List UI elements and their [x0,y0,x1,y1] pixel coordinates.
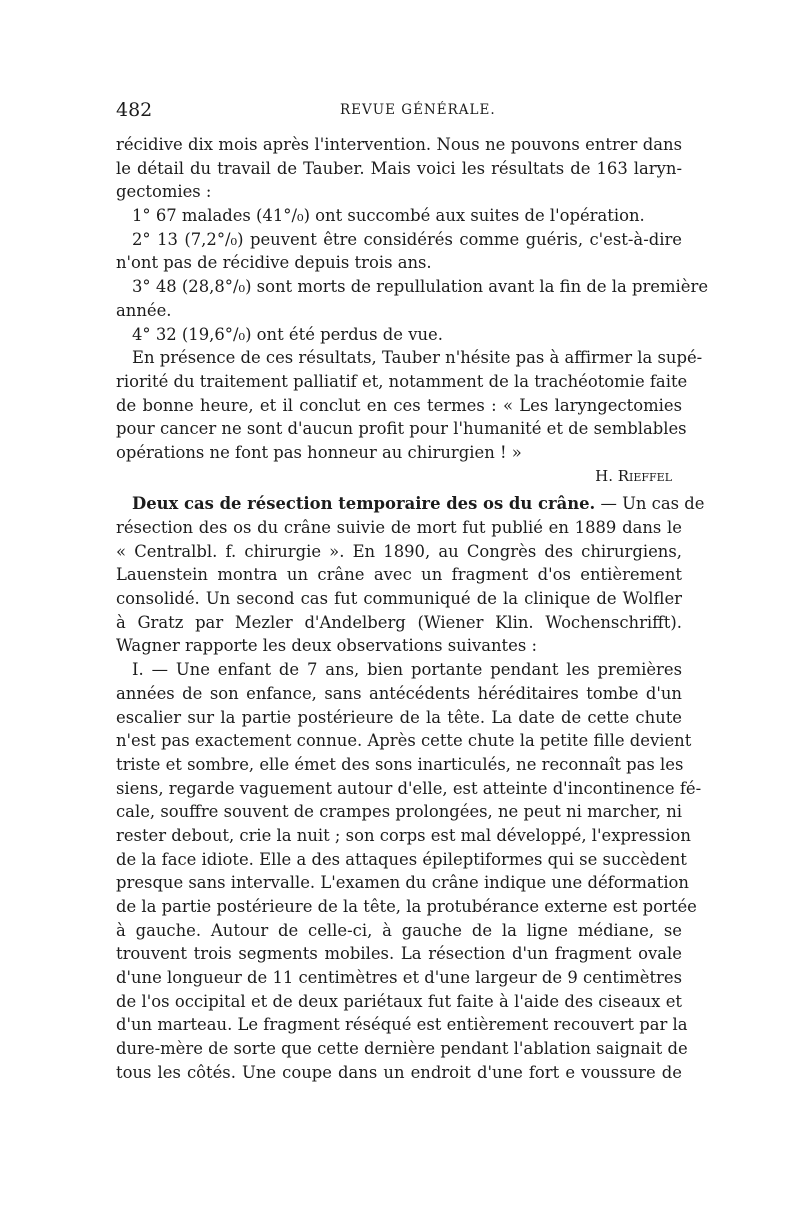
text-line: de bonne heure, et il conclut en ces termes : « Les laryngectomies [116,395,682,415]
text-line: rester debout, crie la nuit ; son corps est mal développé, l'expression [116,825,691,845]
text-line: d'un marteau. Le fragment réséqué est entièrement recouvert par la [116,1015,688,1035]
text-line: cale, souffre souvent de crampes prolongées, ne peut ni marcher, ni [116,802,682,822]
text-line: En présence de ces résultats, Tauber n'hésite pas à affirmer la supé- [132,348,703,368]
text-line: de la face idiote. Elle a des attaques épileptiformes qui se succèdent [116,849,687,869]
text-line: trouvent trois segments mobiles. La résection d'un fragment ovale [116,944,682,964]
text-line: Wagner rapporte les deux observations suivantes : [116,636,537,656]
section-first-line-rest: — Un cas de [600,494,705,514]
text-line: d'une longueur de 11 centimètres et d'une largeur de 9 centimètres [116,968,682,988]
list-item-3 [116,275,709,322]
section-title: Deux cas de résection temporaire des os du crâne. [132,494,596,514]
text-line: n'est pas exactement connue. Après cette chute la petite fille devient [116,731,692,751]
text-line: à Gratz par Mezler d'Andelberg (Wiener Klin. Wochenschrifft). [116,612,682,632]
text-line: 3° 48 (28,8°/₀) sont morts de repullulation avant la fin de la première [132,277,709,297]
text-line: 1° 67 malades (41°/₀) ont succombé aux suites de l'opération. [132,206,645,226]
text-line: siens, regarde vaguement autour d'elle, est atteinte d'incontinence fé- [116,778,702,798]
text-line: Lauenstein montra un crâne avec un fragment d'os entièrement [116,565,682,585]
running-head: REVUE GÉNÉRALE. [340,102,496,118]
text-line: le détail du travail de Tauber. Mais voici les résultats de 163 laryn- [116,158,682,178]
text-line: escalier sur la partie postérieure de la tête. La date de cette chute [116,707,682,727]
text-line: pour cancer ne sont d'aucun profit pour l'humanité et de semblables [116,419,687,439]
text-line: tous les côtés. Une coupe dans un endroit d'une fort e voussure de [116,1062,682,1082]
text-line: presque sans intervalle. L'examen du crâne indique une déformation [116,873,689,893]
page-number: 482 [116,99,153,121]
text-line: dure-mère de sorte que cette dernière pendant l'ablation saignait de [116,1039,688,1059]
text-line: récidive dix mois après l'intervention. Nous ne pouvons entrer dans [116,135,682,154]
section-first-line [116,492,705,516]
text-line: de la partie postérieure de la tête, la protubérance externe est portée [116,897,697,916]
text-line: 4° 32 (19,6°/₀) ont été perdus de vue. [132,324,443,344]
section-skull-resection [116,492,705,658]
text-line: riorité du traitement palliatif et, notamment de la trachéotomie faite [116,371,688,391]
text-line: n'ont pas de récidive depuis trois ans. [116,253,432,273]
text-line: résection des os du crâne suivie de mort fut publié en 1889 dans le [116,518,682,537]
list-item-1 [116,204,682,228]
text-line: consolidé. Un second cas fut communiqué de la clinique de Wolfler [116,589,682,609]
body-text [116,133,709,1085]
page-header [116,99,682,125]
text-line: gectomies : [116,182,212,202]
text-line: opérations ne font pas honneur au chirurgien ! » [116,442,522,462]
text-line: à gauche. Autour de celle-ci, à gauche de la ligne médiane, se [116,920,682,940]
text-line: « Centralbl. f. chirurgie ». En 1890, au Congrès des chirurgiens, [116,541,682,561]
text-line: année. [116,300,172,320]
case-one-paragraph [116,658,702,1084]
list-item-4 [116,323,682,347]
text-line: triste et sombre, elle émet des sons inarticulés, ne reconnaît pas les [116,754,684,774]
list-item-2 [116,228,682,275]
text-line: I. — Une enfant de 7 ans, bien portante pendant les premières [132,660,682,680]
text-line: années de son enfance, sans antécédents héréditaires tombe d'un [116,683,682,703]
paragraph-tauber-results [116,133,682,204]
text-line: de l'os occipital et de deux pariétaux fut faite à l'aide des ciseaux et [116,991,682,1011]
text-line: 2° 13 (7,2°/₀) peuvent être considérés comme guéris, c'est-à-dire [132,229,682,249]
author-signature: H. Rieffel [595,466,672,485]
paragraph-conclusion [116,346,703,464]
